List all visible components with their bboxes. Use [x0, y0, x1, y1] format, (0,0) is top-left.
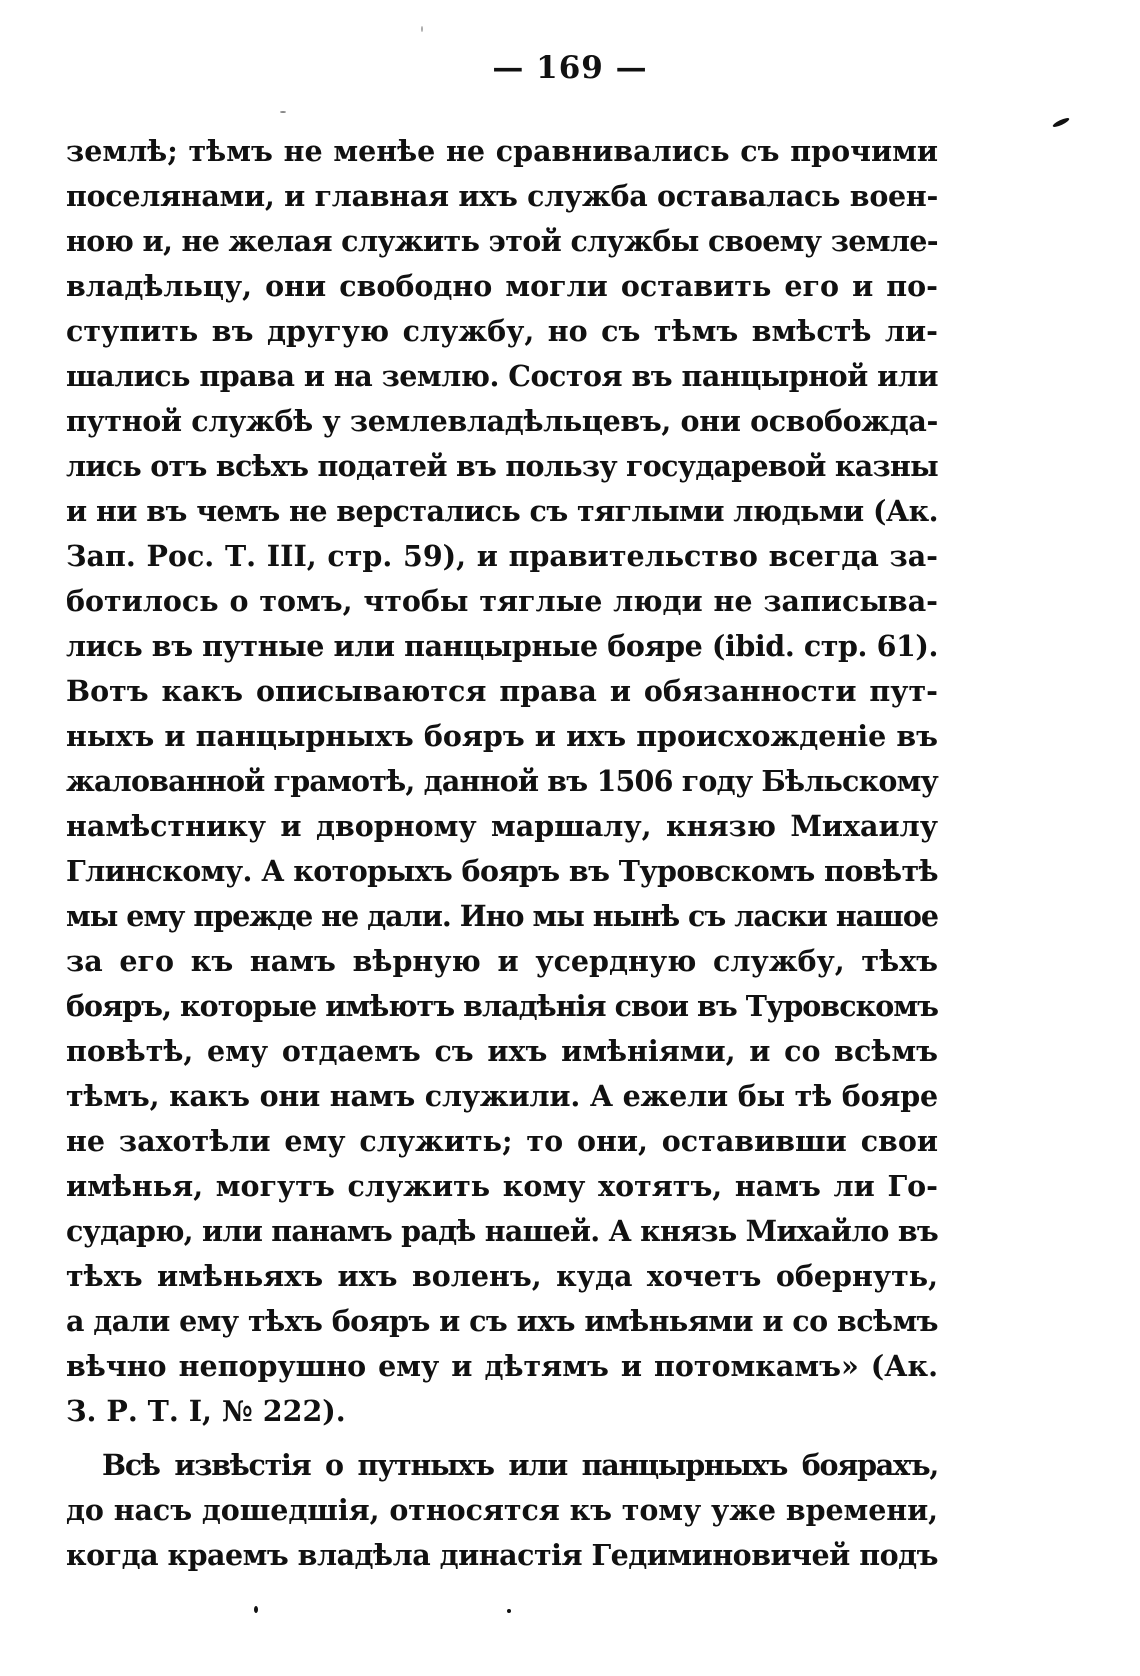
text-line: жалованной грамотѣ, данной въ 1506 году Бѣльскому: [66, 764, 938, 798]
text-line: до насъ дошедшія, относятся къ тому уже времени,: [66, 1493, 938, 1527]
text-line: мы ему прежде не дали. Ино мы нынѣ съ ласки нашое: [66, 899, 938, 933]
text-line: вѣчно непорушно ему и дѣтямъ и потомкамъ» (Ак.: [66, 1349, 938, 1383]
ink-mark: [254, 1606, 258, 1613]
paragraph: [66, 1443, 938, 1578]
text-line: не захотѣли ему служить; то они, оставивши свои: [66, 1124, 938, 1158]
text-line: Всѣ извѣстія о путныхъ или панцырныхъ боярахъ,: [102, 1448, 938, 1482]
text-line: за его къ намъ вѣрную и усердную службу, тѣхъ: [66, 944, 938, 978]
text-line: и ни въ чемъ не верстались съ тяглыми людьми (Ак.: [66, 494, 938, 528]
page-number: — 169 —: [492, 50, 648, 86]
text-line: З. Р. Т. I, № 222).: [66, 1394, 346, 1428]
ink-mark: [1052, 116, 1070, 128]
ink-mark: [421, 26, 423, 32]
text-line: лись отъ всѣхъ податей въ пользу государевой казны: [66, 449, 938, 483]
text-line: когда краемъ владѣла династія Гедиминовичей подъ: [66, 1538, 938, 1572]
text-line: а дали ему тѣхъ бояръ и съ ихъ имѣньями и со всѣмъ: [66, 1304, 938, 1338]
text-line: ною и, не желая служить этой службы своему земле-: [66, 224, 938, 258]
text-line: Вотъ какъ описываются права и обязанности пут-: [66, 674, 938, 708]
text-line: землѣ; тѣмъ не менѣе не сравнивались съ прочими: [66, 134, 938, 168]
text-line: владѣльцу, они свободно могли оставить его и по-: [66, 269, 938, 303]
text-line: шались права и на землю. Состоя въ панцырной или: [66, 359, 938, 393]
text-line: повѣтѣ, ему отдаемъ съ ихъ имѣніями, и со всѣмъ: [66, 1034, 938, 1068]
text-line: поселянами, и главная ихъ служба оставалась воен-: [66, 179, 938, 213]
text-line: Глинскому. А которыхъ бояръ въ Туровскомъ повѣтѣ: [66, 854, 938, 888]
text-line: ботилось о томъ, чтобы тяглые люди не записыва-: [66, 584, 938, 618]
text-line: путной службѣ у землевладѣльцевъ, они освобожда-: [66, 404, 938, 438]
ink-mark: [507, 1609, 511, 1613]
page-body-text: [66, 129, 938, 1578]
paragraph: [66, 129, 938, 1434]
text-line: лись въ путные или панцырные бояре (ibid. стр. 61).: [66, 629, 938, 663]
text-line: имѣнья, могутъ служить кому хотятъ, намъ ли Го-: [66, 1169, 938, 1203]
text-line: сударю, или панамъ радѣ нашей. А князь Михайло въ: [66, 1214, 938, 1248]
text-line: тѣхъ имѣньяхъ ихъ воленъ, куда хочетъ обернуть,: [66, 1259, 938, 1293]
text-line: Зап. Рос. Т. III, стр. 59), и правительство всегда за-: [66, 539, 938, 573]
text-line: намѣстнику и дворному маршалу, князю Михаилу: [66, 809, 938, 843]
text-line: бояръ, которые имѣютъ владѣнія свои въ Туровскомъ: [66, 989, 938, 1023]
text-line: тѣмъ, какъ они намъ служили. А ежели бы тѣ бояре: [66, 1079, 938, 1113]
ink-mark: [280, 111, 286, 113]
text-line: ступить въ другую службу, но съ тѣмъ вмѣстѣ ли-: [66, 314, 938, 348]
paragraph-gap: [66, 1434, 938, 1443]
text-line: ныхъ и панцырныхъ бояръ и ихъ происхожденіе въ: [66, 719, 938, 753]
